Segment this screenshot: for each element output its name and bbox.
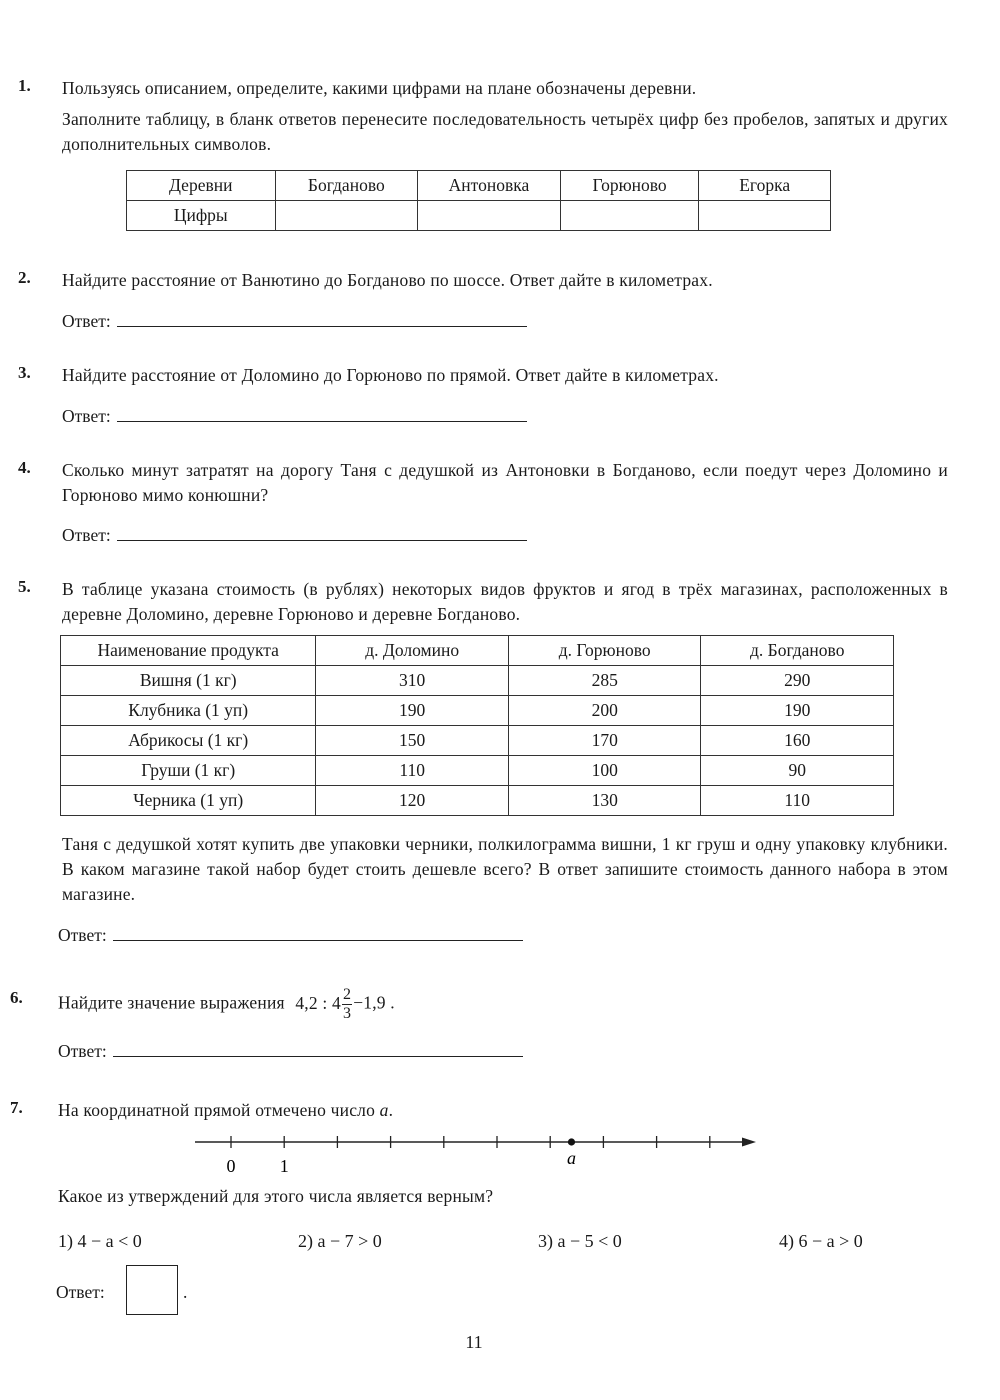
task-number: 4. [18, 458, 31, 477]
price-cell: 110 [316, 756, 509, 786]
price-cell: 190 [701, 696, 894, 726]
price-cell: 285 [508, 666, 701, 696]
column-header: д. Богданово [701, 636, 894, 666]
answer-row [62, 522, 527, 546]
fraction-numerator: 2 [342, 986, 352, 1003]
axis-arrow [742, 1138, 756, 1147]
price-cell: 290 [701, 666, 894, 696]
task-number: 3. [18, 363, 31, 382]
price-cell: 90 [701, 756, 894, 786]
prices-table [60, 635, 894, 816]
column-header: д. Доломино [316, 636, 509, 666]
table-row [61, 696, 894, 726]
option-3[interactable]: 3) a − 5 < 0 [538, 1231, 622, 1251]
task-text: Сколько минут затратят на дорогу Таня с дедушкой из Антоновки в Богданово, если поедут через Доломино и Горюново мимо конюшни? [62, 460, 948, 505]
price-cell: 120 [316, 786, 509, 816]
option-1[interactable]: 1) 4 − a < 0 [58, 1231, 142, 1251]
expression-part: −1,9 . [353, 992, 395, 1013]
answer-cell[interactable] [275, 201, 418, 231]
answer-cell[interactable] [699, 201, 831, 231]
page-number: 11 [465, 1332, 483, 1352]
task-question: Таня с дедушкой хотят купить две упаковки черники, полкилограмма вишни, 1 кг груш и одну упаковку клубники. В каком магазине такой набор будет стоить дешевле всего? В ответ запишите стоимость данного набора в этом магазине. [62, 834, 948, 904]
point-a-label: a [566, 1148, 576, 1168]
table-row [61, 756, 894, 786]
option-2[interactable]: 2) a − 7 > 0 [298, 1231, 382, 1251]
table-row [127, 171, 831, 201]
table-row [127, 201, 831, 231]
price-cell: 100 [508, 756, 701, 786]
task-text: Найдите расстояние от Ванютино до Богданово по шоссе. Ответ дайте в километрах. [62, 270, 713, 290]
table-row [61, 726, 894, 756]
price-cell: 150 [316, 726, 509, 756]
task-number: 2. [18, 268, 31, 287]
answer-label: Ответ: [62, 406, 111, 426]
answer-label: Ответ: [56, 1282, 105, 1302]
number-line [0, 1098, 1000, 1180]
table-header-row [61, 636, 894, 666]
fraction-denominator: 3 [342, 1005, 352, 1022]
table-cell: Антоновка [418, 171, 561, 201]
variable-a: a [379, 1100, 389, 1120]
task-text [58, 986, 944, 1023]
task-number: 7. [10, 1098, 23, 1117]
price-cell: 170 [508, 726, 701, 756]
answer-row [56, 1282, 105, 1303]
column-header: д. Горюново [508, 636, 701, 666]
expression-part: 4,2 : 4 [295, 992, 341, 1013]
table-cell: Цифры [127, 201, 276, 231]
answer-label: Ответ: [62, 311, 111, 331]
product-name: Вишня (1 кг) [61, 666, 316, 696]
answer-label: Ответ: [58, 925, 107, 945]
answer-line[interactable] [117, 308, 527, 327]
price-cell: 130 [508, 786, 701, 816]
tick-label-0: 0 [226, 1156, 236, 1176]
task-text [62, 76, 948, 157]
fraction [342, 986, 352, 1023]
answer-line[interactable] [113, 922, 523, 941]
answer-box[interactable] [126, 1265, 178, 1315]
table-row [61, 666, 894, 696]
table-cell: Горюново [560, 171, 699, 201]
column-header: Наименование продукта [61, 636, 316, 666]
product-name: Абрикосы (1 кг) [61, 726, 316, 756]
task-number: 6. [10, 988, 23, 1007]
product-name: Черника (1 уп) [61, 786, 316, 816]
table-cell: Богданово [275, 171, 418, 201]
product-name: Груши (1 кг) [61, 756, 316, 786]
answer-end: . [183, 1282, 188, 1302]
price-cell: 200 [508, 696, 701, 726]
answer-line[interactable] [117, 403, 527, 422]
task-7-prompt: На координатной прямой отмечено число [58, 1100, 376, 1120]
product-name: Клубника (1 уп) [61, 696, 316, 726]
answer-cell[interactable] [418, 201, 561, 231]
price-cell: 310 [316, 666, 509, 696]
point-a-marker [568, 1138, 575, 1145]
answer-row [58, 1038, 523, 1062]
price-cell: 190 [316, 696, 509, 726]
price-cell: 110 [701, 786, 894, 816]
table-cell: Егорка [699, 171, 831, 201]
task-number: 1. [18, 76, 31, 95]
task-text: Найдите расстояние от Доломино до Горюново по прямой. Ответ дайте в километрах. [62, 365, 719, 385]
option-4[interactable]: 4) 6 − a > 0 [779, 1231, 863, 1251]
task-intro: В таблице указана стоимость (в рублях) некоторых видов фруктов и ягод в трёх магазинах, расположенных в деревне Доломино, деревне Горюново и деревне Богданово. [62, 579, 948, 624]
villages-table [126, 170, 831, 231]
tick-label-1: 1 [279, 1156, 289, 1176]
punctuation: . [388, 1100, 394, 1120]
answer-line[interactable] [117, 522, 527, 541]
table-row [61, 786, 894, 816]
answer-line[interactable] [113, 1038, 523, 1057]
answer-cell[interactable] [560, 201, 699, 231]
price-cell: 160 [701, 726, 894, 756]
task-number: 5. [18, 577, 31, 596]
answer-row [62, 308, 527, 332]
answer-label: Ответ: [62, 525, 111, 545]
answer-row [62, 403, 527, 427]
task-1-line1: Пользуясь описанием, определите, какими цифрами на плане обозначены деревни. [62, 78, 697, 98]
answer-label: Ответ: [58, 1041, 107, 1061]
answer-row [58, 922, 523, 946]
task-1-line2: Заполните таблицу, в бланк ответов перенесите последовательность четырёх цифр без пробелов, запятых и других дополнительных символов. [62, 109, 948, 154]
task-question: Какое из утверждений для этого числа является верным? [58, 1186, 494, 1206]
task-6-prompt: Найдите значение выражения [58, 992, 285, 1013]
table-cell: Деревни [127, 171, 276, 201]
